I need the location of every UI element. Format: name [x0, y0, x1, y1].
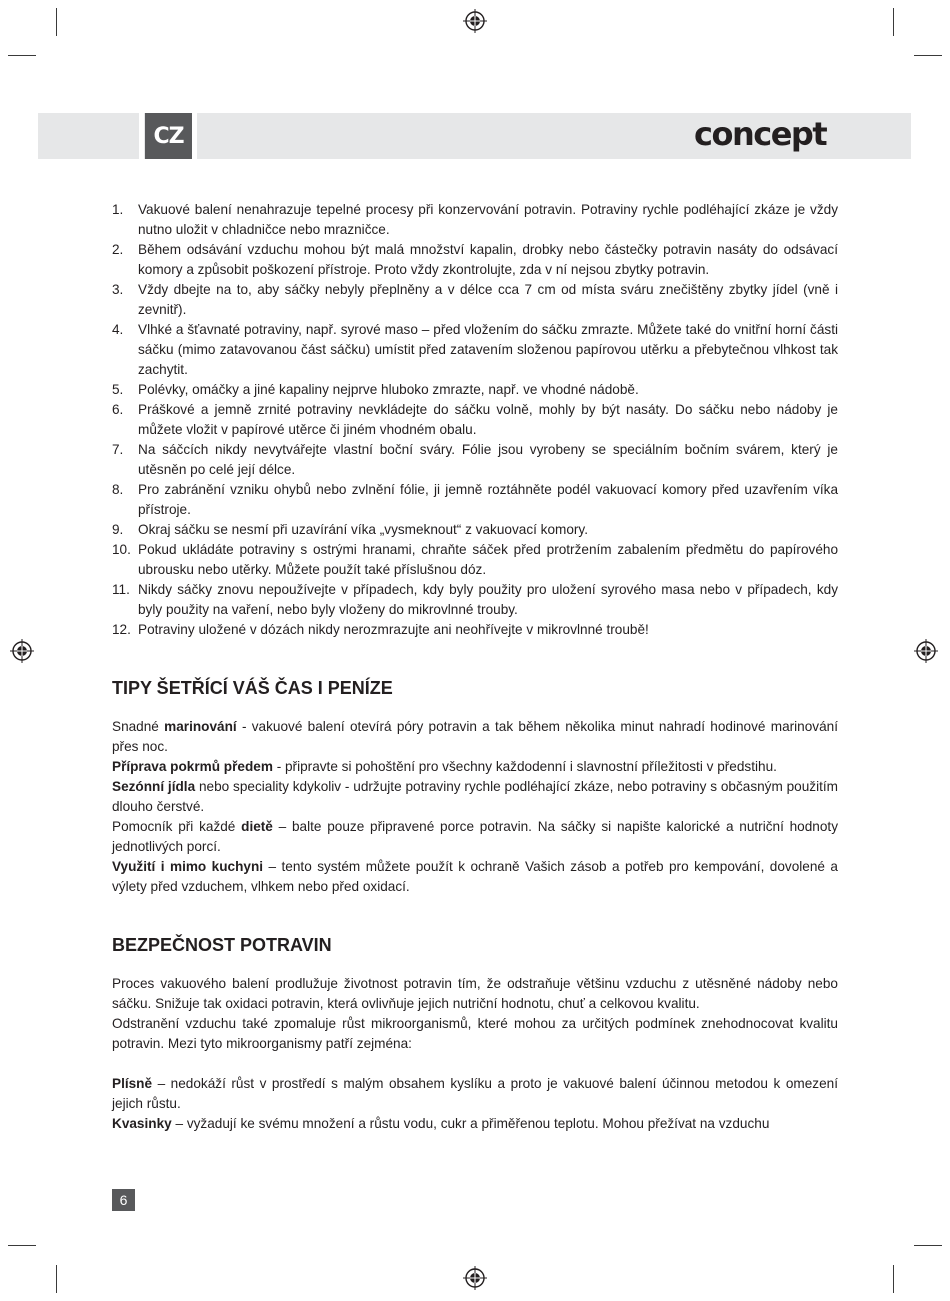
rule-number: 7.: [112, 442, 124, 457]
rule-text: Potraviny uložené v dózách nikdy nerozmrazujte ani neohřívejte v mikrovlnné troubě!: [138, 622, 649, 637]
registration-mark-icon: [914, 639, 938, 663]
rule-text: Během odsávání vzduchu mohou být malá množství kapalin, drobky nebo částečky potravin nasáty do odsávací komory a způsobit poškození přístroje. Proto vždy zkontrolujte, zda v ní nejsou zbytky potravin.: [138, 242, 838, 277]
rule-number: 1.: [112, 202, 124, 217]
rules-list: [112, 200, 838, 640]
safety-paragraph: Odstranění vzduchu také zpomaluje růst mikroorganismů, které mohou za určitých podmínek znehodnocovat kvalitu potravin. Mezi tyto mikroorganismy patří zejména:: [112, 1016, 838, 1051]
rule-text: Polévky, omáčky a jiné kapaliny nejprve hluboko zmrazte, např. ve vhodné nádobě.: [138, 382, 639, 397]
rule-number: 2.: [112, 242, 124, 257]
brand-logo: concept: [694, 115, 827, 153]
crop-mark: [914, 1245, 942, 1246]
rule-number: 11.: [112, 582, 130, 597]
tip-paragraph: Využití i mimo kuchyni – tento systém můžete použít k ochraně Vašich zásob a potřeb pro kempování, dovolené a výlety před vzduchem, vlhkem nebo před oxidací.: [112, 859, 838, 894]
rule-item: [112, 320, 838, 380]
tip-paragraph: Příprava pokrmů předem - připravte si pohoštění pro všechny každodenní i slavnostní příležitosti v předstihu.: [112, 759, 777, 774]
registration-mark-icon: [463, 9, 487, 33]
rule-item: [112, 400, 838, 440]
rule-item: [112, 520, 838, 540]
crop-mark: [914, 55, 942, 56]
tip-paragraph: Sezónní jídla nebo speciality kdykoliv - udržujte potraviny rychle podléhající zkáze, nebo potraviny s občasným použitím dlouho čerstvé.: [112, 779, 838, 814]
crop-mark: [56, 8, 57, 36]
rule-item: [112, 620, 838, 640]
rule-number: 8.: [112, 482, 124, 497]
rule-text: Vlhké a šťavnaté potraviny, např. syrové maso – před vložením do sáčku zmrazte. Můžete také do vnitřní horní části sáčku (mimo zatavovanou část sáčku) umístit před zatavením složenou papírovou utěrku a přebytečnou vlhkost tak zachytit.: [138, 322, 838, 377]
rule-text: Okraj sáčku se nesmí při uzavírání víka „vysmeknout“ z vakuovací komory.: [138, 522, 589, 537]
section-title-safety: BEZPEČNOST POTRAVIN: [112, 935, 332, 955]
rule-item: [112, 480, 838, 520]
registration-mark-icon: [463, 1266, 487, 1290]
crop-mark: [56, 1265, 57, 1293]
rule-number: 3.: [112, 282, 124, 297]
page-number: 6: [112, 1189, 135, 1211]
rule-number: 5.: [112, 382, 124, 397]
rule-number: 12.: [112, 622, 131, 637]
rule-number: 9.: [112, 522, 124, 537]
rule-number: 4.: [112, 322, 124, 337]
rule-text: Pokud ukládáte potraviny s ostrými hranami, chraňte sáček před protržením zabalením předmětu do papírového ubrousku nebo utěrky. Můžete použít také příslušnou dóz.: [138, 542, 838, 577]
rule-text: Nikdy sáčky znovu nepoužívejte v případech, kdy byly použity pro uložení syrového masa nebo v případech, kdy byly použity na vaření, nebo byly vloženy do mikrovlnné trouby.: [138, 582, 838, 617]
rule-text: Pro zabránění vzniku ohybů nebo zvlnění fólie, ji jemně roztáhněte podél vakuovací komory před uzavřením víka přístroje.: [138, 482, 838, 517]
rule-text: Na sáčcích nikdy nevytvářejte vlastní boční sváry. Fólie jsou vyrobeny se speciálním bočním svárem, který je utěsněn po celé její délce.: [138, 442, 838, 477]
tip-paragraph: Snadné marinování - vakuové balení otevírá póry potravin a tak během několika minut nahradí hodinové marinování přes noc.: [112, 719, 838, 754]
rule-number: 10.: [112, 542, 131, 557]
crop-mark: [8, 55, 36, 56]
rule-item: [112, 380, 838, 400]
rule-text: Vakuové balení nenahrazuje tepelné procesy při konzervování potravin. Potraviny rychle podléhající zkáze je vždy nutno uložit v chladničce nebo mrazničce.: [138, 202, 838, 237]
crop-mark: [893, 8, 894, 36]
section-title-tips: TIPY ŠETŘÍCÍ VÁŠ ČAS I PENÍZE: [112, 678, 393, 698]
safety-paragraph: Plísně – nedokáží růst v prostředí s malým obsahem kyslíku a proto je vakuové balení účinnou metodou k omezení jejich růstu.: [112, 1076, 838, 1111]
safety-paragraph: Kvasinky – vyžadují ke svému množení a růstu vodu, cukr a přiměřenou teplotu. Mohou přežívat na vzduchu: [112, 1116, 770, 1131]
language-badge: CZ: [145, 113, 192, 159]
rule-text: Práškové a jemně zrnité potraviny nevkládejte do sáčku volně, mohly by být nasáty. Do sáčku nebo nádoby je můžete vložit v papírové utěrce či jiném vhodném obalu.: [138, 402, 838, 437]
crop-mark: [893, 1265, 894, 1293]
safety-body: [112, 974, 838, 1134]
registration-mark-icon: [10, 639, 34, 663]
header-divider: [192, 113, 197, 159]
rule-item: [112, 280, 838, 320]
rule-item: [112, 540, 838, 580]
rule-item: [112, 200, 838, 240]
tip-paragraph: Pomocník při každé dietě – balte pouze připravené porce potravin. Na sáčky si napište kalorické a nutriční hodnoty jednotlivých porcí.: [112, 819, 838, 854]
rule-item: [112, 440, 838, 480]
page-content: [112, 200, 838, 1134]
paragraph-gap: [112, 1054, 838, 1074]
crop-mark: [8, 1245, 36, 1246]
safety-paragraph: Proces vakuového balení prodlužuje životnost potravin tím, že odstraňuje většinu vzduchu z utěsněné nádoby nebo sáčku. Snižuje tak oxidaci potravin, která ovlivňuje jejich nutriční hodnotu, chuť a celkovou kvalitu.: [112, 976, 838, 1011]
rule-number: 6.: [112, 402, 124, 417]
tips-body: [112, 717, 838, 897]
header-divider: [139, 113, 144, 159]
rule-text: Vždy dbejte na to, aby sáčky nebyly přeplněny a v délce cca 7 cm od místa sváru znečištěny zbytky jídel (vně i zevnitř).: [138, 282, 838, 317]
rule-item: [112, 240, 838, 280]
rule-item: [112, 580, 838, 620]
